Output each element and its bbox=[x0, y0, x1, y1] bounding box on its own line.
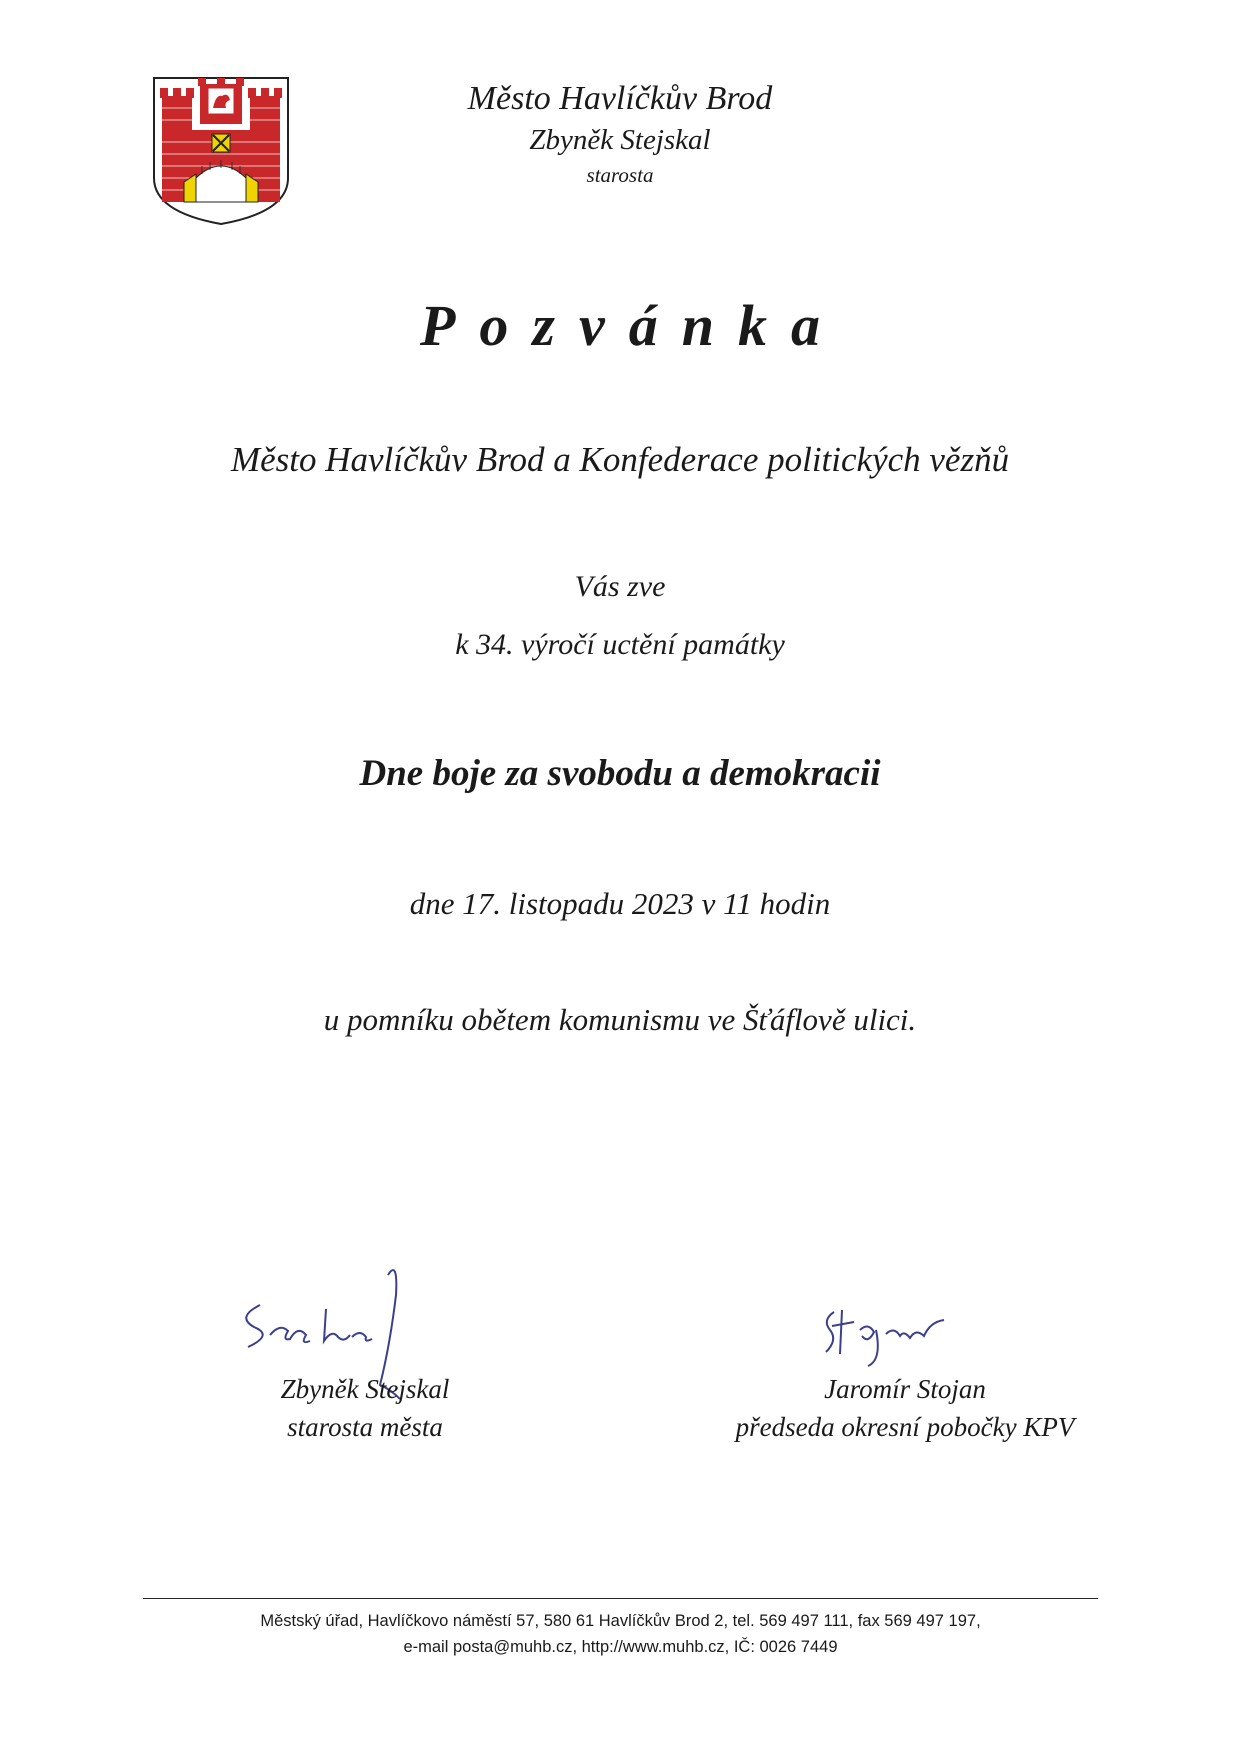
letterhead-mayor-name: Zbyněk Stejskal bbox=[529, 124, 711, 156]
organizers-line: Město Havlíčkův Brod a Konfederace politických vězňů bbox=[230, 440, 1010, 479]
letterhead-city: Město Havlíčkův Brod bbox=[467, 80, 773, 117]
letterhead bbox=[420, 78, 820, 190]
page-title: Pozvánka bbox=[420, 293, 844, 358]
event-datetime: dne 17. listopadu 2023 v 11 hodin bbox=[409, 886, 831, 921]
signature-block-mayor bbox=[200, 1370, 530, 1446]
footer-address-line: Městský úřad, Havlíčkovo náměstí 57, 580 61 Havlíčkův Brod 2, tel. 569 497 111, fax 569 497 197, bbox=[260, 1612, 981, 1630]
letterhead-mayor-role: starosta bbox=[586, 163, 654, 187]
chairman-signature-icon bbox=[820, 1300, 970, 1370]
signatory-role: starosta města bbox=[287, 1412, 443, 1442]
event-location: u pomníku obětem komunismu ve Šťáflově ulici. bbox=[323, 1002, 917, 1037]
footer-contact bbox=[143, 1608, 1098, 1660]
signatory-name: Zbyněk Stejskal bbox=[280, 1374, 450, 1404]
signature-block-chairman bbox=[710, 1370, 1100, 1446]
event-name: Dne boje za svobodu a demokracii bbox=[359, 753, 881, 794]
signatory-role: předseda okresní pobočky KPV bbox=[735, 1412, 1075, 1442]
city-coat-of-arms-icon bbox=[150, 74, 292, 228]
footer-contact-line: e-mail posta@muhb.cz, http://www.muhb.cz, IČ: 0026 7449 bbox=[403, 1638, 838, 1656]
anniversary-line: k 34. výročí uctění památky bbox=[455, 628, 785, 661]
signatory-name: Jaromír Stojan bbox=[824, 1374, 986, 1404]
invites-line: Vás zve bbox=[574, 570, 666, 603]
footer-divider bbox=[143, 1598, 1098, 1599]
